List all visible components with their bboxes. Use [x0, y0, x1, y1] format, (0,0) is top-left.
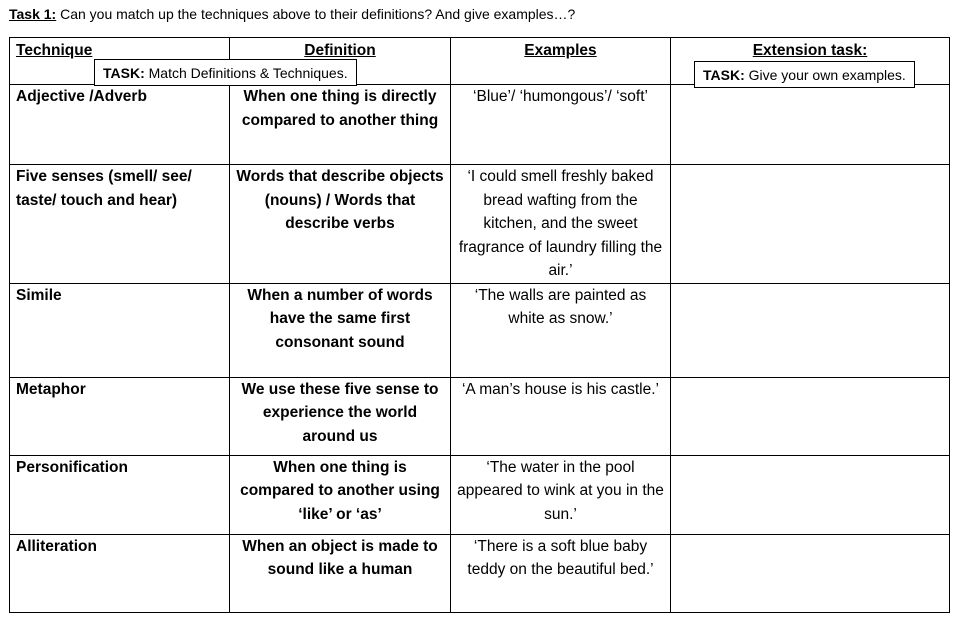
definition-cell: We use these five sense to experience the world around us	[230, 377, 451, 455]
technique-cell: Personification	[10, 455, 230, 534]
techniques-table	[9, 37, 950, 613]
table-row	[10, 534, 950, 612]
task-label: Task 1:	[9, 6, 57, 22]
extension-cell[interactable]	[671, 377, 950, 455]
task-instruction	[9, 6, 575, 22]
example-cell: ‘A man’s house is his castle.’	[451, 377, 671, 455]
technique-cell: Five senses (smell/ see/ taste/ touch and hear)	[10, 165, 230, 284]
header-examples: Examples	[451, 38, 671, 85]
match-task-text: Match Definitions & Techniques.	[144, 65, 348, 81]
extension-cell[interactable]	[671, 85, 950, 165]
match-task-callout	[94, 59, 357, 86]
extension-cell[interactable]	[671, 534, 950, 612]
definition-cell: When one thing is compared to another using ‘like’ or ‘as’	[230, 455, 451, 534]
table-row	[10, 165, 950, 284]
extension-cell[interactable]	[671, 455, 950, 534]
extension-cell[interactable]	[671, 283, 950, 377]
example-cell: ‘There is a soft blue baby teddy on the beautiful bed.’	[451, 534, 671, 612]
examples-task-label: TASK:	[703, 67, 745, 83]
example-cell: ‘The walls are painted as white as snow.’	[451, 283, 671, 377]
table-row	[10, 85, 950, 165]
technique-cell: Alliteration	[10, 534, 230, 612]
definition-cell: When a number of words have the same first consonant sound	[230, 283, 451, 377]
technique-cell: Metaphor	[10, 377, 230, 455]
table-row	[10, 455, 950, 534]
table-row	[10, 283, 950, 377]
technique-cell: Simile	[10, 283, 230, 377]
definition-cell: When an object is made to sound like a human	[230, 534, 451, 612]
example-cell: ‘I could smell freshly baked bread wafting from the kitchen, and the sweet fragrance of laundry filling the air.’	[451, 165, 671, 284]
task-text: Can you match up the techniques above to their definitions? And give examples…?	[56, 6, 576, 22]
header-definition: Definition	[230, 38, 451, 85]
examples-task-text: Give your own examples.	[744, 67, 906, 83]
header-extension: Extension task:	[671, 38, 950, 85]
examples-task-callout	[694, 61, 915, 88]
definition-cell: Words that describe objects (nouns) / Words that describe verbs	[230, 165, 451, 284]
definition-cell: When one thing is directly compared to another thing	[230, 85, 451, 165]
match-task-label: TASK:	[103, 65, 145, 81]
table-row	[10, 377, 950, 455]
header-technique: Technique	[10, 38, 230, 85]
extension-cell[interactable]	[671, 165, 950, 284]
technique-cell: Adjective /Adverb	[10, 85, 230, 165]
example-cell: ‘The water in the pool appeared to wink at you in the sun.’	[451, 455, 671, 534]
example-cell: ‘Blue’/ ‘humongous’/ ‘soft’	[451, 85, 671, 165]
